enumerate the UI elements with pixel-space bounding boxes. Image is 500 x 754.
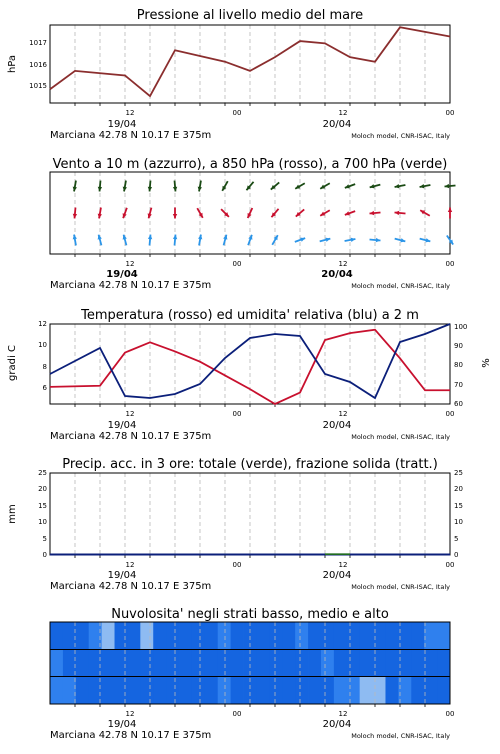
wind-700-arrow-head xyxy=(173,187,177,192)
wind-850-arrow xyxy=(448,208,452,219)
cloud-cell-basso xyxy=(424,677,437,705)
cloud-cell-basso xyxy=(192,677,205,705)
cloud-cell-basso xyxy=(334,677,347,705)
cloud-cell-medio xyxy=(179,650,192,678)
precip-bar xyxy=(325,553,350,555)
wind-10m-arrow-head xyxy=(376,238,381,242)
humidity-ytick: 70 xyxy=(454,381,463,389)
cloud-cell-medio xyxy=(192,650,205,678)
cloud-title: Nuvolosita' negli strati basso, medio e alto xyxy=(111,607,389,622)
cloud-cell-basso xyxy=(373,677,386,705)
x-tick-label: 12 xyxy=(339,109,348,117)
wind-850-arrow-head xyxy=(395,211,400,215)
cloud-cell-basso xyxy=(231,677,244,705)
cloud-cell-alto xyxy=(231,622,244,650)
x-date-label: 20/04 xyxy=(323,119,352,130)
model-label: Moloch model, CNR-ISAC, Italy xyxy=(351,132,450,140)
cloud-cell-alto xyxy=(334,622,347,650)
precip-ytick-right: 20 xyxy=(454,485,463,493)
cloud-cell-basso xyxy=(411,677,424,705)
cloud-cell-medio xyxy=(256,650,269,678)
cloud-cell-alto xyxy=(76,622,89,650)
cloud-cell-alto xyxy=(50,622,63,650)
cloud-cell-medio xyxy=(308,650,321,678)
temperature-title: Temperatura (rosso) ed umidita' relativa (blu) a 2 m xyxy=(80,308,419,323)
wind-850-arrow xyxy=(173,208,177,219)
x-tick-label: 12 xyxy=(339,710,348,718)
precip-ytick: 20 xyxy=(38,485,47,493)
pressure-ytick: 1016 xyxy=(29,61,47,69)
pressure-title: Pressione al livello medio del mare xyxy=(137,8,363,23)
cloud-cell-alto xyxy=(347,622,360,650)
cloud-cell-basso xyxy=(153,677,166,705)
temperature-ytick: 6 xyxy=(43,384,48,392)
cloud-cell-alto xyxy=(192,622,205,650)
cloud-cell-medio xyxy=(102,650,115,678)
x-date-label: 19/04 xyxy=(106,269,138,280)
cloud-cell-alto xyxy=(373,622,386,650)
cloud-cell-medio xyxy=(424,650,437,678)
cloud-cell-medio xyxy=(295,650,308,678)
cloud-cell-basso xyxy=(256,677,269,705)
cloud-cell-alto xyxy=(153,622,166,650)
wind-700-arrow xyxy=(198,181,202,192)
cloud-cell-alto xyxy=(295,622,308,650)
precipitation-panel xyxy=(7,457,463,592)
wind-850-arrow-head xyxy=(345,211,350,215)
cloud-cell-alto xyxy=(205,622,218,650)
cloud-cell-basso xyxy=(347,677,360,705)
cloud-cells xyxy=(50,622,450,704)
x-tick-label: 00 xyxy=(446,561,455,569)
humidity-ytick: 90 xyxy=(454,342,463,350)
x-tick-label: 12 xyxy=(126,109,135,117)
cloud-cell-alto xyxy=(385,622,398,650)
cloud-cell-alto xyxy=(115,622,128,650)
cloud-cell-medio xyxy=(115,650,128,678)
location-label: Marciana 42.78 N 10.17 E 375m xyxy=(50,730,211,741)
x-date-label: 20/04 xyxy=(323,570,352,581)
wind-850-arrow xyxy=(73,208,77,219)
wind-10m-arrow-head xyxy=(300,238,305,242)
cloud-cell-alto xyxy=(102,622,115,650)
cloud-cell-medio xyxy=(347,650,360,678)
humidity-ytick: 60 xyxy=(454,400,463,408)
x-date-label: 20/04 xyxy=(321,269,353,280)
temperature-ytick: 8 xyxy=(43,363,47,371)
cloud-cell-alto xyxy=(179,622,192,650)
x-tick-label: 12 xyxy=(126,410,135,418)
wind-title: Vento a 10 m (azzurro), a 850 hPa (rosso), a 700 hPa (verde) xyxy=(53,157,448,172)
wind-700-arrow-head xyxy=(445,184,450,188)
wind-10m-arrow xyxy=(198,235,202,246)
cloud-cell-basso xyxy=(385,677,398,705)
model-label: Moloch model, CNR-ISAC, Italy xyxy=(351,732,450,740)
precip-ytick-right: 0 xyxy=(454,551,458,559)
precip-ytick-right: 5 xyxy=(454,535,458,543)
cloud-cell-alto xyxy=(256,622,269,650)
x-tick-label: 12 xyxy=(126,561,135,569)
temperature-ytick: 12 xyxy=(38,320,47,328)
x-tick-label: 00 xyxy=(446,109,455,117)
cloud-cell-basso xyxy=(63,677,76,705)
pressure-ytick: 1017 xyxy=(29,39,47,47)
wind-arrows xyxy=(73,181,456,246)
cloud-cell-alto xyxy=(360,622,373,650)
cloud-cell-basso xyxy=(282,677,295,705)
cloud-cell-alto xyxy=(269,622,282,650)
precipitation-yticks-right xyxy=(454,469,463,559)
location-label: Marciana 42.78 N 10.17 E 375m xyxy=(50,581,211,592)
cloud-cell-medio xyxy=(50,650,63,678)
cloud-cell-medio xyxy=(360,650,373,678)
precipitation-series xyxy=(50,553,450,555)
cloud-cell-alto xyxy=(218,622,231,650)
x-tick-label: 00 xyxy=(446,260,455,268)
humidity-yticks xyxy=(454,323,467,408)
cloud-cell-medio xyxy=(218,650,231,678)
precip-ytick: 0 xyxy=(43,551,47,559)
cloud-cell-medio xyxy=(166,650,179,678)
precipitation-plot-area xyxy=(50,473,450,555)
x-date-label: 20/04 xyxy=(323,420,352,431)
x-tick-label: 00 xyxy=(233,109,242,117)
cloud-cell-medio xyxy=(437,650,450,678)
wind-700-arrow xyxy=(73,181,77,192)
wind-700-arrow xyxy=(173,181,177,192)
pressure-yticks xyxy=(29,39,47,90)
cloud-cell-medio xyxy=(411,650,424,678)
cloud-cell-basso xyxy=(140,677,153,705)
humidity-ytick: 80 xyxy=(454,361,463,369)
precip-ytick: 5 xyxy=(43,535,47,543)
wind-700-arrow xyxy=(123,181,127,192)
precip-ytick: 15 xyxy=(38,502,47,510)
cloud-cell-medio xyxy=(231,650,244,678)
cloud-cell-medio xyxy=(334,650,347,678)
wind-700-arrow-head xyxy=(345,184,350,188)
cloud-cell-medio xyxy=(63,650,76,678)
precipitation-gridlines xyxy=(75,473,425,558)
temperature-ytick: 10 xyxy=(38,341,47,349)
x-date-label: 19/04 xyxy=(108,119,137,130)
temperature-panel xyxy=(7,308,492,442)
cloud-cell-medio xyxy=(205,650,218,678)
x-tick-label: 00 xyxy=(233,260,242,268)
temperature-xaxis xyxy=(50,410,454,442)
cloud-cell-basso xyxy=(295,677,308,705)
wind-850-arrow-head xyxy=(370,211,375,215)
humidity-ylabel: % xyxy=(481,358,492,368)
cloud-cell-basso xyxy=(205,677,218,705)
pressure-panel xyxy=(7,8,454,141)
wind-700-arrow-head xyxy=(98,187,102,192)
x-tick-label: 00 xyxy=(446,410,455,418)
x-tick-label: 00 xyxy=(446,710,455,718)
wind-10m-arrow xyxy=(73,235,77,246)
cloud-cell-medio xyxy=(76,650,89,678)
x-tick-label: 00 xyxy=(233,710,242,718)
pressure-ylabel: hPa xyxy=(7,55,18,73)
pressure-ytick: 1015 xyxy=(29,82,47,90)
wind-10m-arrow-head xyxy=(173,235,177,240)
x-date-label: 20/04 xyxy=(323,719,352,730)
wind-850-arrow-head xyxy=(448,208,452,213)
cloud-cell-alto xyxy=(166,622,179,650)
wind-xaxis xyxy=(50,260,454,291)
cloud-cell-alto xyxy=(411,622,424,650)
x-tick-label: 00 xyxy=(233,410,242,418)
x-tick-label: 12 xyxy=(126,710,135,718)
cloud-cell-basso xyxy=(360,677,373,705)
cloud-cell-basso xyxy=(115,677,128,705)
cloud-cell-alto xyxy=(321,622,334,650)
wind-700-arrow xyxy=(98,181,102,192)
precip-ytick-right: 15 xyxy=(454,502,463,510)
cloud-cell-basso xyxy=(166,677,179,705)
pressure-gridlines xyxy=(75,25,425,106)
cloud-cell-basso xyxy=(269,677,282,705)
x-date-label: 19/04 xyxy=(108,420,137,431)
model-label: Moloch model, CNR-ISAC, Italy xyxy=(351,583,450,591)
cloud-cell-basso xyxy=(437,677,450,705)
humidity-ytick: 100 xyxy=(454,323,467,331)
temperature-gridlines xyxy=(75,324,425,407)
cloud-cell-alto xyxy=(308,622,321,650)
cloud-cell-alto xyxy=(437,622,450,650)
x-date-label: 19/04 xyxy=(108,719,137,730)
wind-10m-arrow xyxy=(148,235,152,246)
cloud-cell-basso xyxy=(308,677,321,705)
model-label: Moloch model, CNR-ISAC, Italy xyxy=(351,282,450,290)
wind-panel xyxy=(50,157,455,291)
cloud-cell-basso xyxy=(179,677,192,705)
cloud-cell-alto xyxy=(424,622,437,650)
model-label: Moloch model, CNR-ISAC, Italy xyxy=(351,433,450,441)
cloud-cell-medio xyxy=(153,650,166,678)
cloud-cell-basso xyxy=(76,677,89,705)
precipitation-yticks-left xyxy=(38,469,47,559)
cloud-cell-medio xyxy=(127,650,140,678)
cloud-cell-medio xyxy=(269,650,282,678)
cloud-cell-basso xyxy=(218,677,231,705)
wind-850-arrow-head xyxy=(73,214,77,219)
precip-ytick-right: 10 xyxy=(454,518,463,526)
wind-850-arrow-head xyxy=(173,214,177,219)
cloud-cell-medio xyxy=(282,650,295,678)
temperature-humidity-series xyxy=(50,324,450,404)
precipitation-ylabel: mm xyxy=(7,504,18,523)
wind-850-arrow xyxy=(98,208,102,219)
x-tick-label: 00 xyxy=(233,561,242,569)
location-label: Marciana 42.78 N 10.17 E 375m xyxy=(50,280,211,291)
wind-10m-arrow-head xyxy=(148,235,152,240)
cloud-cell-basso xyxy=(127,677,140,705)
cloud-cell-medio xyxy=(321,650,334,678)
x-tick-label: 12 xyxy=(339,260,348,268)
wind-10m-arrow xyxy=(173,235,177,246)
cloud-xaxis xyxy=(50,710,454,741)
cloud-cell-medio xyxy=(385,650,398,678)
cloud-cell-medio xyxy=(140,650,153,678)
precipitation-title: Precip. acc. in 3 ore: totale (verde), frazione solida (tratt.) xyxy=(62,457,438,472)
x-date-label: 19/04 xyxy=(108,570,137,581)
cloud-cell-alto xyxy=(140,622,153,650)
cloud-cell-alto xyxy=(127,622,140,650)
pressure-xaxis xyxy=(50,109,454,141)
wind-700-arrow-head xyxy=(148,187,152,192)
cloud-cell-basso xyxy=(102,677,115,705)
x-tick-label: 12 xyxy=(339,410,348,418)
temperature-yticks xyxy=(38,320,47,392)
temperature-ylabel: gradi C xyxy=(7,345,18,381)
location-label: Marciana 42.78 N 10.17 E 375m xyxy=(50,431,211,442)
cloud-cell-alto xyxy=(63,622,76,650)
precip-ytick-right: 25 xyxy=(454,469,463,477)
cloud-cell-medio xyxy=(373,650,386,678)
x-tick-label: 12 xyxy=(126,260,135,268)
precip-ytick: 10 xyxy=(38,518,47,526)
cloud-cell-basso xyxy=(50,677,63,705)
wind-700-arrow xyxy=(148,181,152,192)
cloud-panel xyxy=(50,607,454,741)
x-tick-label: 12 xyxy=(339,561,348,569)
cloud-cell-alto xyxy=(282,622,295,650)
precipitation-xaxis xyxy=(50,561,454,592)
location-label: Marciana 42.78 N 10.17 E 375m xyxy=(50,130,211,141)
cloud-cell-basso xyxy=(321,677,334,705)
precip-ytick: 25 xyxy=(38,469,47,477)
